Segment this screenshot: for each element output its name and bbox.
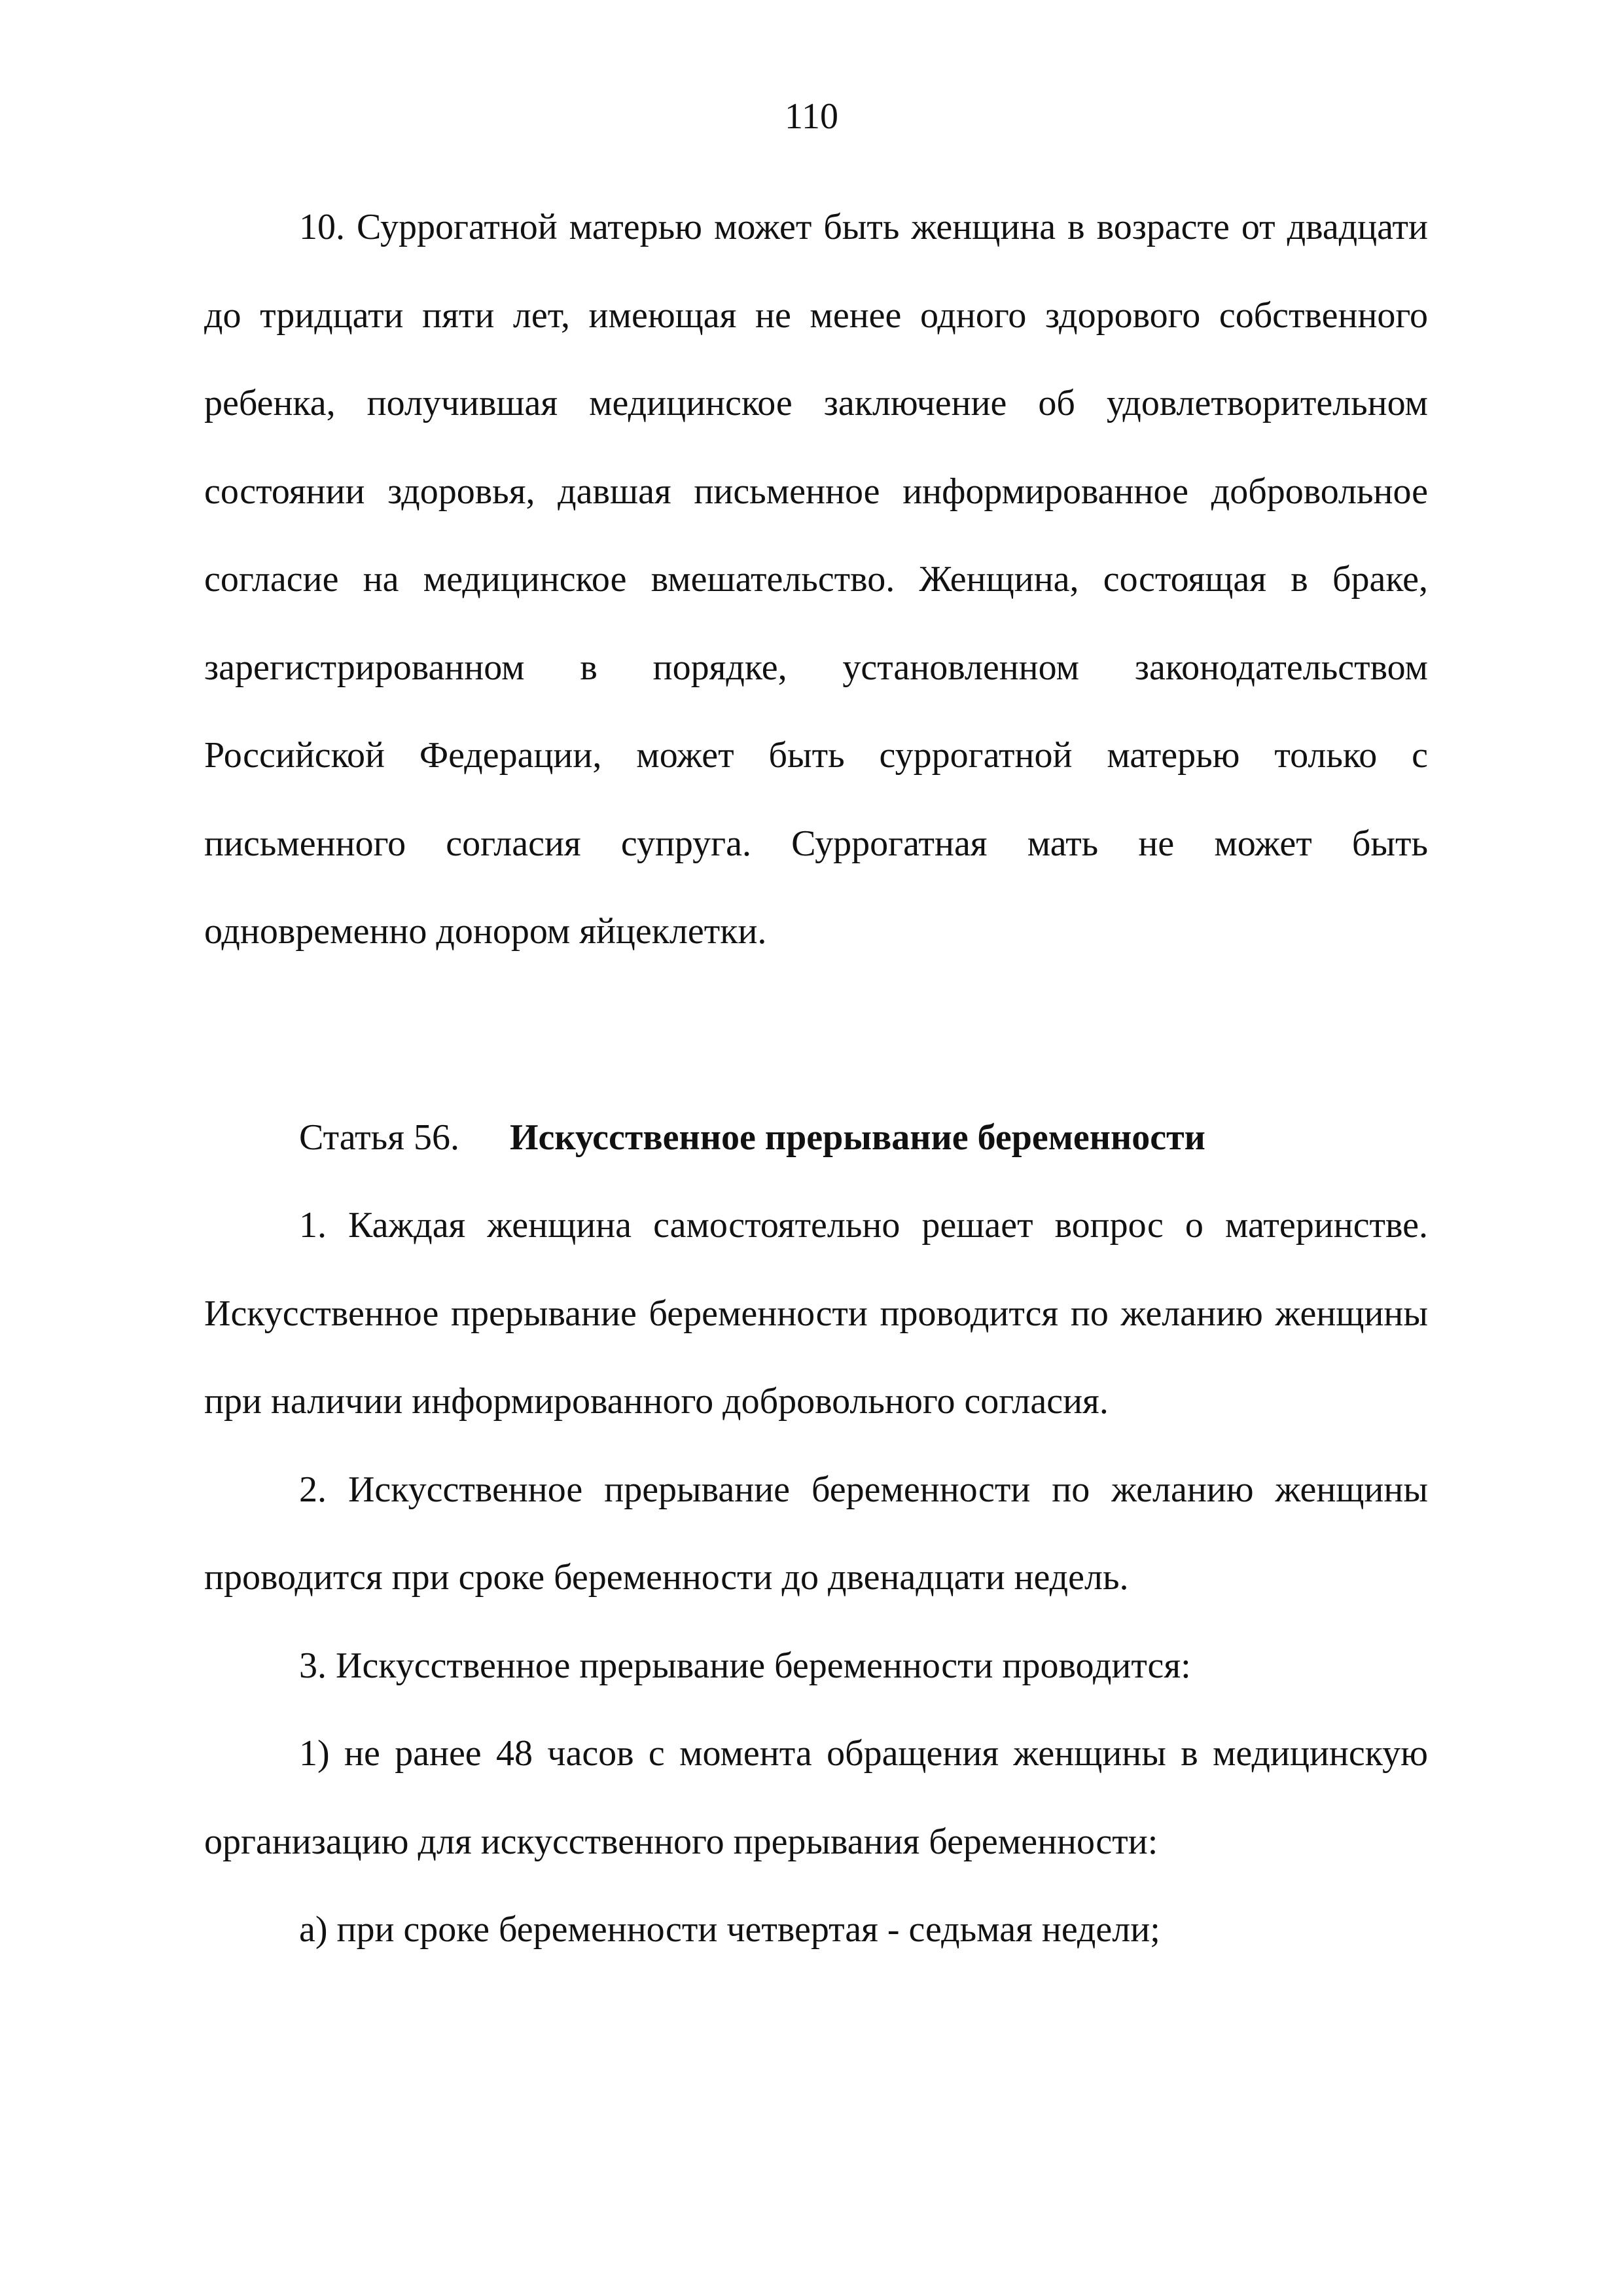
article-number: Статья 56.: [299, 1117, 459, 1158]
article-heading: [204, 1094, 1428, 1182]
paragraph-2: 2. Искусственное прерывание беременности по желанию женщины проводится при сроке беременности до двенадцати недель.: [204, 1469, 1428, 1598]
paragraph-10: 10. Суррогатной матерью может быть женщина в возрасте от двадцати до тридцати пяти лет, имеющая не менее одного здорового собственного ребенка, получившая медицинское заключение об удовлетворительном состоянии здоровья, давшая письменное информированное добровольное согласие на медицинское вмешательство. Женщина, состоящая в браке, зарегистрированном в порядке, установленном законодательством Российской Федерации, может быть суррогатной матерью только с письменного согласия супруга. Суррогатная мать не может быть одновременно донором яйцеклетки.: [204, 207, 1428, 952]
page-number: 110: [785, 96, 838, 137]
document-body: [204, 183, 1428, 1974]
paragraph-3: 3. Искусственное прерывание беременности проводится:: [299, 1645, 1191, 1686]
paragraph-3-item-1: 1) не ранее 48 часов с момента обращения женщины в медицинскую организацию для искусственного прерывания беременности:: [204, 1733, 1428, 1862]
paragraph-3-item-1-a: а) при сроке беременности четвертая - седьмая недели;: [299, 1909, 1160, 1950]
article-title: Искусственное прерывание беременности: [510, 1117, 1205, 1158]
paragraph-1: 1. Каждая женщина самостоятельно решает вопрос о материнстве. Искусственное прерывание беременности проводится по желанию женщины при наличии информированного добровольного согласия.: [204, 1205, 1428, 1422]
